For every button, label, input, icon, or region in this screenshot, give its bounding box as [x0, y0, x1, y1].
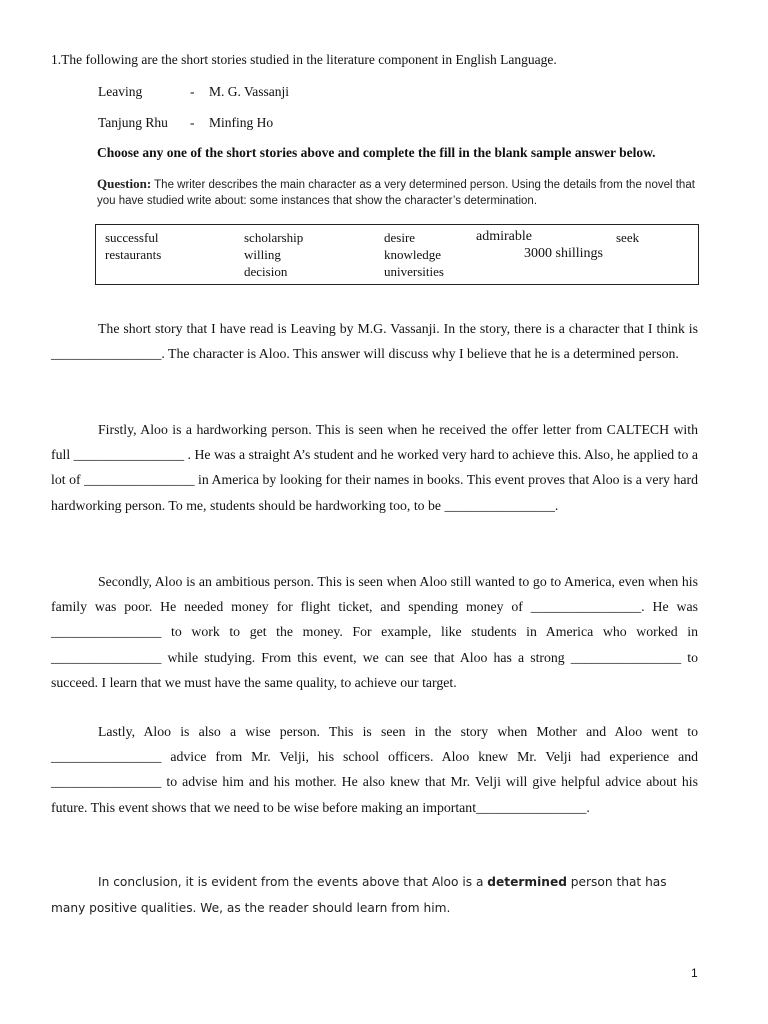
paragraph-text: Firstly, Aloo is a hardworking person. This is seen when he received the offer letter from CALTECH with full ________________ . He was a straight A’s student and he worked very hard to achieve this. Also, he applied to a lot of ________________ in America by looking for their names in books. This event proves that Aloo is a very hard hardworking person. To me, students should be hardworking too, to be ________________. [51, 422, 698, 513]
paragraph-conclusion [51, 870, 698, 921]
paragraph-hardworking [51, 417, 698, 518]
paragraph-wise [51, 719, 698, 820]
word-successful: successful [105, 230, 159, 245]
word-restaurants: restaurants [105, 247, 162, 262]
paragraph-ambitious [51, 569, 698, 695]
paragraph-text: Secondly, Aloo is an ambitious person. This is seen when Aloo still wanted to go to America, even when his family was poor. He needed money for flight ticket, and spending money of ________________. He was ________________ to work to get the money. For example, like students in America who worked in ________________ while studying. From this event, we can see that Aloo has a strong ________________ to succeed. I learn that we must have the same quality, to achieve our target. [51, 574, 698, 690]
word-desire: desire [384, 230, 416, 245]
dash: - [190, 84, 195, 99]
word-decision: decision [244, 264, 288, 279]
paragraph-text: The short story that I have read is Leaving by M.G. Vassanji. In the story, there is a character that I think is ________________. The character is Aloo. This answer will discuss why I believe that he is a determined person. [51, 321, 698, 362]
paragraph-text: Lastly, Aloo is also a wise person. This is seen in the story when Mother and Aloo went to ________________ advice from Mr. Velji, his school officers. Aloo knew Mr. Velji had experience and ________________ to advise him and his mother. He also knew that Mr. Velji will give helpful advice about his future. This event shows that we need to be wise before making an important________________. [51, 724, 698, 815]
conclusion-emphasis: determined [487, 875, 567, 889]
word-shillings: 3000 shillings [524, 246, 603, 261]
word-admirable: admirable [476, 229, 532, 244]
conclusion-text: person that has many positive qualities. We, as the reader should learn from him. [51, 875, 667, 915]
story-author: Minfing Ho [209, 115, 274, 130]
instruction: Choose any one of the short stories above and complete the fill in the blank sample answer below. [97, 145, 656, 160]
conclusion-text: In conclusion, it is evident from the events above that Aloo is a [98, 875, 488, 889]
word-universities: universities [384, 264, 444, 279]
word-box [95, 224, 699, 285]
word-seek: seek [616, 230, 640, 245]
question-label: Question: [97, 176, 152, 191]
page-number: 1 [691, 966, 698, 980]
question [97, 176, 701, 209]
intro-line: 1.The following are the short stories studied in the literature component in English Language. [51, 52, 557, 67]
paragraph-intro [51, 316, 698, 366]
dash: - [190, 115, 195, 130]
story-title: Tanjung Rhu [98, 115, 168, 130]
word-scholarship: scholarship [244, 230, 304, 245]
story-title: Leaving [98, 84, 143, 99]
word-knowledge: knowledge [384, 247, 442, 262]
question-text: The writer describes the main character as a very determined person. Using the details from the novel that you have studied write about: some instances that show the character’s determination. [97, 179, 695, 207]
word-willing: willing [244, 247, 281, 262]
story-author: M. G. Vassanji [209, 84, 290, 99]
